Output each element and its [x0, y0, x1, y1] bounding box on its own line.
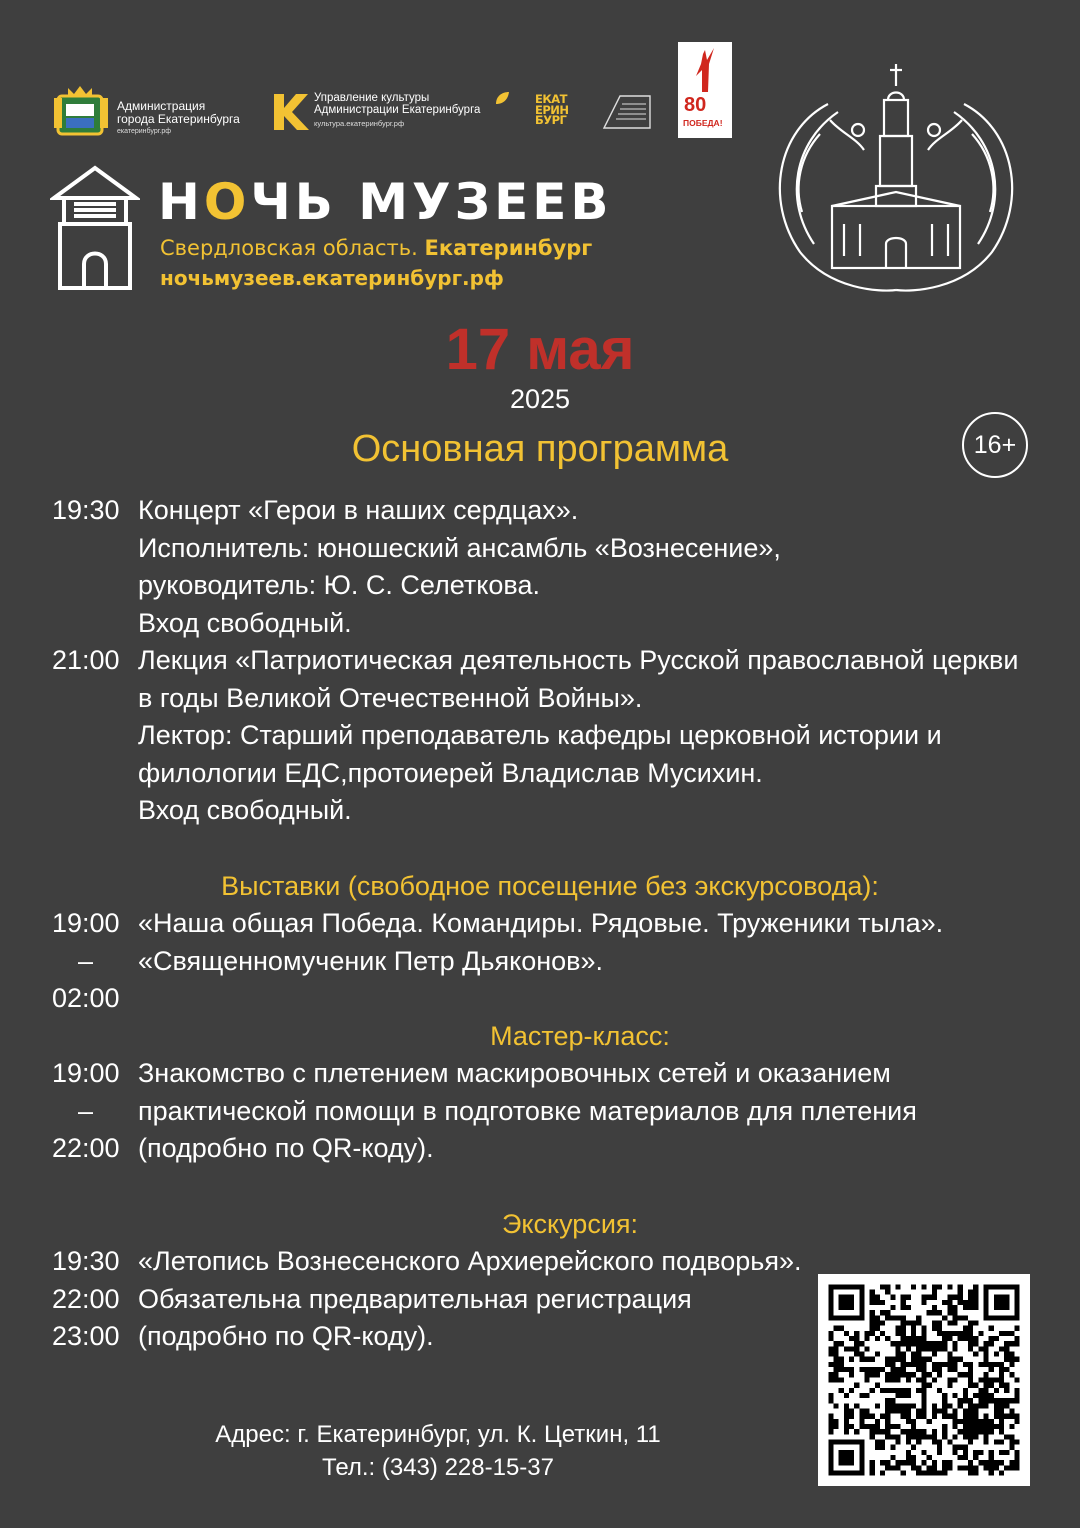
schedule-text: Вход свободный. [138, 608, 352, 638]
church-with-angels-emblem-icon [760, 60, 1032, 292]
victory-number: 80 [684, 94, 707, 116]
motherland-statue-icon [692, 46, 718, 94]
event-date: 17 мая [445, 317, 635, 382]
admin-logo-url: екатеринбург.рф [117, 128, 172, 135]
schedule-text: филологии ЕДС,протоиерей Владислав Мусихин. [138, 758, 763, 788]
excursion-heading: Экскурсия: [501, 1209, 639, 1239]
schedule-time: 19:30 [52, 495, 120, 525]
brand-city: Екатеринбург [424, 236, 593, 260]
age-rating-badge: 16+ [962, 412, 1028, 478]
program-title: Основная программа [351, 428, 729, 470]
excursion-text: Обязательна предварительная регистрация [138, 1284, 692, 1314]
city-administration-logo [52, 84, 252, 140]
leaf-icon [494, 90, 510, 106]
brand-title-moon-o: О [203, 173, 251, 231]
masterclass-time-dash: – [78, 1096, 94, 1126]
excursion-time: 22:00 [52, 1284, 120, 1314]
culture-department-logo [272, 90, 512, 134]
schedule-text: Исполнитель: юношеский ансамбль «Вознесение», [138, 533, 781, 563]
victory-word: ПОБЕДА! [683, 118, 723, 128]
watchtower-logo-icon [50, 164, 140, 292]
phone-text: Тел.: (343) 228-15-37 [322, 1454, 554, 1481]
k-letter-icon [272, 92, 310, 132]
brand-region: Свердловская область. [160, 236, 418, 260]
masterclass-text: Знакомство с плетением маскировочных сетей и оказанием [138, 1058, 891, 1088]
victory-80-logo [678, 42, 732, 138]
schedule-text: Лектор: Старший преподаватель кафедры церковной истории и [138, 720, 942, 750]
coat-of-arms-icon [52, 84, 110, 138]
ekat-line3: БУРГ [535, 113, 567, 127]
culture-logo-line1: Управление культуры [314, 92, 430, 104]
brand-title-part2: ЧЬ МУЗЕЕВ [250, 173, 613, 231]
address-block [0, 1418, 876, 1484]
exhibition-item: «Священномученик Петр Дьяконов». [138, 946, 603, 976]
culture-logo-line2: Администрации Екатеринбурга [314, 104, 481, 116]
event-year: 2025 [509, 384, 571, 414]
exhibitions-note: (свободное посещение без экскурсовода): [347, 871, 879, 901]
culture-logo-url: культура.екатеринбург.рф [314, 119, 405, 128]
brand-title [158, 172, 613, 232]
excursion-text: «Летопись Вознесенского Архиерейского подворья». [138, 1246, 802, 1276]
exhibitions-title: Выставки [221, 871, 341, 901]
excursion-text: (подробно по QR-коду). [138, 1321, 434, 1351]
exhibitions-time-start: 19:00 [52, 908, 120, 938]
exhibitions-time-end: 02:00 [52, 983, 120, 1013]
schedule-text: Вход свободный. [138, 795, 352, 825]
schedule-time: 21:00 [52, 645, 120, 675]
masterclass-time-start: 19:00 [52, 1058, 120, 1088]
admin-logo-line1: Администрация [117, 99, 206, 113]
brand-title-part1: Н [158, 173, 204, 231]
ekaterinburg-wordmark [535, 94, 577, 128]
ekat-line2: ЕРИН [535, 102, 569, 117]
schedule-text: Концерт «Герои в наших сердцах». [138, 495, 579, 525]
brand-subtitle [160, 236, 592, 260]
exhibitions-heading [50, 868, 1050, 906]
admin-logo-line2: города Екатеринбурга [117, 112, 240, 126]
masterclass-text: (подробно по QR-коду). [138, 1133, 434, 1163]
brand-website: ночьмузеев.екатеринбург.рф [160, 266, 504, 290]
masterclass-text: практической помощи в подготовке материалов для плетения [138, 1096, 917, 1126]
schedule-text: в годы Великой Отечественной Войны». [138, 683, 643, 713]
masterclass-time-end: 22:00 [52, 1133, 120, 1163]
exhibition-item: «Наша общая Победа. Командиры. Рядовые. Труженики тыла». [138, 908, 944, 938]
schedule-text: Лекция «Патриотическая деятельность Русской православной церкви [138, 645, 1019, 675]
exhibitions-time-dash: – [78, 946, 94, 976]
address-text: Адрес: г. Екатеринбург, ул. К. Цеткин, 11 [215, 1421, 661, 1448]
excursion-time: 23:00 [52, 1321, 120, 1351]
schedule-text: руководитель: Ю. С. Селеткова. [138, 570, 540, 600]
national-projects-logo [600, 92, 652, 132]
masterclass-heading: Мастер-класс: [490, 1021, 670, 1051]
ekat-line1: ЕКАТ [535, 92, 568, 106]
excursion-time: 19:30 [52, 1246, 120, 1276]
